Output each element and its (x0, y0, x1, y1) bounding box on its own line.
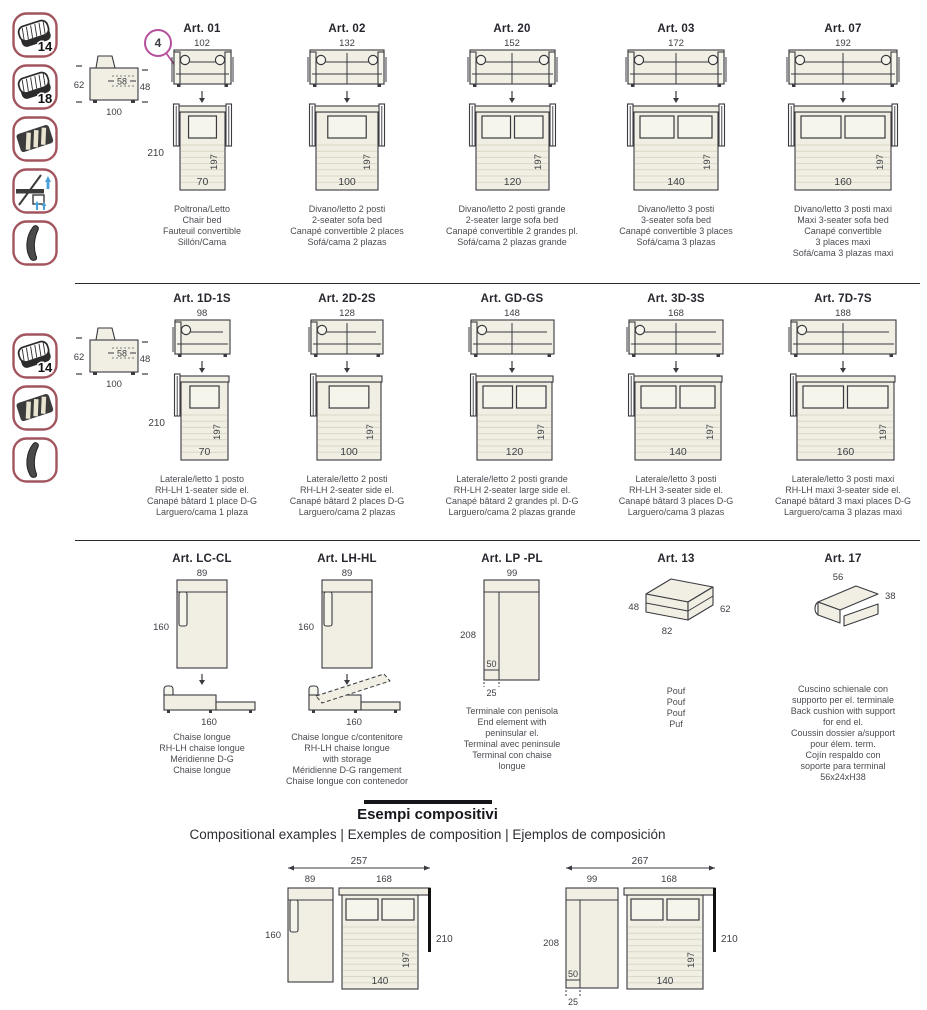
dim-label: 257 (350, 856, 368, 867)
article-diagram (758, 308, 927, 466)
article-desc-line: Sofá/cama 3 plazas maxi (792, 248, 894, 258)
article-diagram (427, 308, 597, 466)
dim-label: 89 (196, 568, 208, 579)
article-desc-line: RH-LH chaise longue (159, 743, 245, 753)
article-desc-line: Chaise longue con contenedor (285, 776, 409, 786)
article-title: Art. GD-GS (480, 293, 544, 305)
article-desc-line: with storage (322, 754, 372, 764)
article-card (427, 292, 597, 518)
article-card (758, 22, 927, 259)
article-desc-line: Back cushion with support (790, 706, 896, 716)
article-card (427, 22, 597, 248)
article-desc-line: Sofá/cama 2 plazas (307, 237, 387, 247)
article-description (591, 204, 761, 248)
dim-label: 25 (567, 997, 579, 1007)
article-title: Art. 2D-2S (318, 293, 376, 305)
dim-label: 70 (196, 176, 209, 188)
article-desc-line: Méridienne D-G (170, 754, 234, 764)
article-card (427, 552, 597, 772)
article-title: Art. 17 (824, 553, 862, 565)
article-description (758, 474, 927, 518)
slatted-base-icon (12, 385, 58, 431)
article-desc-line: Laterale/letto 3 posti maxi (791, 474, 895, 484)
dim-label: 120 (503, 176, 522, 188)
dim-label: 89 (304, 874, 316, 885)
dim-label: 168 (668, 308, 684, 319)
article-diagram (427, 38, 597, 196)
article-desc-line: Divano/letto 2 posti (308, 204, 386, 214)
dim-label: 160 (346, 717, 362, 728)
dim-label: 197 (362, 154, 373, 170)
article-desc-line: for end el. (822, 717, 864, 727)
article-description (427, 204, 597, 248)
dim-label: 100 (106, 107, 122, 118)
article-card (591, 292, 761, 518)
dim-label: 99 (506, 568, 518, 579)
article-description (758, 684, 927, 783)
article-desc-line: End element with (477, 717, 547, 727)
article-diagram (427, 568, 597, 700)
dim-label: 58 (116, 76, 128, 87)
article-desc-line: RH-LH 1-seater side el. (154, 485, 250, 495)
article-desc-line: Pouf (666, 686, 686, 696)
dim-label: 48 (628, 602, 639, 613)
article-desc-line: RH-LH chaise longue (304, 743, 390, 753)
article-desc-line: Cojín respaldo con (805, 750, 881, 760)
article-diagram (591, 568, 761, 644)
dim-label: 140 (656, 976, 674, 987)
article-card (758, 552, 927, 783)
article-desc-line: Divano/letto 2 posti grande (458, 204, 566, 214)
dim-label: 160 (834, 176, 852, 188)
article-title: Art. 7D-7S (814, 293, 872, 305)
article-desc-line: Pouf (666, 697, 686, 707)
dim-label: 197 (533, 154, 544, 170)
article-desc-line: Canapé bâtard 2 places D-G (289, 496, 405, 506)
article-desc-line: Puf (669, 719, 683, 729)
article-description (427, 474, 597, 518)
article-desc-line: RH-LH 2-seater side el. (299, 485, 395, 495)
dim-label: 48 (139, 82, 151, 93)
dim-label: 168 (376, 874, 392, 885)
article-card (262, 552, 432, 787)
article-desc-line: Terminal con chaise (472, 750, 552, 760)
article-diagram (591, 38, 761, 196)
dim-label: 38 (885, 591, 896, 602)
dim-label: 210 (147, 148, 164, 159)
article-desc-line: Larguero/cama 2 plazas grande (448, 507, 576, 517)
article-desc-line: Cuscino schienale con (797, 684, 889, 694)
mattress-18-icon (12, 64, 58, 110)
article-card (591, 22, 761, 248)
article-card (758, 292, 927, 518)
dim-label: 62 (73, 80, 85, 91)
article-desc-line: RH-LH 3-seater side el. (628, 485, 724, 495)
article-description (591, 474, 761, 518)
article-diagram (262, 38, 432, 196)
composition-example-1 (265, 856, 483, 998)
dim-label: 132 (339, 38, 355, 49)
article-title: Art. 1D-1S (173, 293, 231, 305)
article-desc-line: Canapé convertible 2 places (290, 226, 404, 236)
handle-icon (12, 437, 58, 483)
dim-label: 14 (37, 360, 53, 375)
article-diagram (758, 568, 927, 654)
article-desc-line: RH-LH maxi 3-seater side el. (785, 485, 901, 495)
article-desc-line: Laterale/letto 2 posti grande (456, 474, 568, 484)
slatted-base-icon (12, 116, 58, 162)
article-desc-line: Larguero/cama 3 plazas maxi (783, 507, 903, 517)
article-desc-line: 3 places maxi (815, 237, 871, 247)
article-desc-line: Divano/letto 3 posti maxi (793, 204, 893, 214)
dim-label: 14 (37, 39, 53, 54)
article-desc-line: soporte para terminal (800, 761, 886, 771)
article-desc-line: 56x24xH38 (820, 772, 866, 782)
dim-label: 100 (340, 446, 358, 458)
article-description (262, 732, 432, 787)
article-desc-line: Poltrona/Letto (173, 204, 231, 214)
article-diagram (758, 38, 927, 196)
article-description (427, 706, 597, 772)
article-diagram (262, 308, 432, 466)
dim-label: 208 (543, 938, 559, 949)
dim-label: 25 (486, 688, 497, 698)
dim-label: 56 (832, 572, 844, 583)
dim-label: 100 (338, 176, 356, 188)
article-description (262, 474, 432, 518)
dim-label: 160 (265, 930, 281, 941)
article-diagram (262, 568, 432, 728)
article-desc-line: Laterale/letto 1 posto (159, 474, 245, 484)
article-desc-line: Chair bed (182, 215, 222, 225)
mattress-14-icon (12, 12, 58, 58)
article-title: Art. 13 (657, 553, 695, 565)
article-card (262, 22, 432, 248)
dim-label: 208 (460, 630, 476, 641)
article-desc-line: Fauteuil convertible (162, 226, 242, 236)
article-description (262, 204, 432, 248)
article-desc-line: Canapé bâtard 2 grandes pl. D-G (445, 496, 579, 506)
dim-label: 140 (669, 446, 687, 458)
article-desc-line: Chaise longue c/contenitore (291, 732, 403, 742)
dim-label: 197 (705, 424, 716, 440)
dim-label: 160 (201, 717, 217, 728)
dim-label: 70 (198, 446, 211, 458)
article-title: Art. LC-CL (172, 553, 232, 565)
article-desc-line: Maxi 3-seater sofa bed (797, 215, 889, 225)
dim-label: 152 (504, 38, 520, 49)
article-title: Art. LH-HL (317, 553, 377, 565)
article-title: Art. 3D-3S (647, 293, 705, 305)
article-diagram (591, 308, 761, 466)
dim-label: 148 (504, 308, 520, 319)
article-description (591, 686, 761, 730)
section-divider-1 (75, 283, 920, 284)
composition-example-2 (543, 856, 766, 1010)
dim-label: 18 (37, 91, 53, 106)
article-desc-line: Canapé bâtard 1 place D-G (146, 496, 258, 506)
dim-label: 102 (194, 38, 210, 49)
article-desc-line: 2-seater large sofa bed (465, 215, 559, 225)
dim-label: 140 (667, 176, 685, 188)
article-desc-line: Larguero/cama 3 plazas (627, 507, 725, 517)
article-title: Art. 20 (493, 23, 531, 35)
dim-label: 197 (875, 154, 886, 170)
dim-label: 172 (668, 38, 684, 49)
dim-label: 48 (139, 354, 151, 365)
dim-label: 197 (536, 424, 547, 440)
dim-label: 140 (371, 976, 389, 987)
examples-heading-bar (364, 800, 492, 804)
article-desc-line: Pouf (666, 708, 686, 718)
dim-label: 197 (401, 952, 412, 968)
dim-label: 197 (212, 424, 223, 440)
section-divider-2 (75, 540, 920, 541)
article-desc-line: Canapé convertible 2 grandes pl. (445, 226, 579, 236)
article-desc-line: Larguero/cama 2 plazas (298, 507, 396, 517)
dim-label: 99 (586, 874, 598, 885)
article-desc-line: Larguero/cama 1 plaza (155, 507, 249, 517)
article-desc-line: Terminale con penisola (465, 706, 559, 716)
dim-label: 89 (341, 568, 353, 579)
article-desc-line: peninsular el. (485, 728, 539, 738)
article-desc-line: 2-seater sofa bed (311, 215, 383, 225)
dim-label: 210 (436, 934, 453, 945)
dim-label: 50 (486, 659, 497, 669)
examples-title: Esempi compositivi (357, 806, 498, 823)
article-description (758, 204, 927, 259)
article-desc-line: Canapé convertible (804, 226, 882, 236)
mattress-14-icon (12, 333, 58, 379)
article-title: Art. 03 (657, 23, 695, 35)
dim-label: 210 (148, 418, 165, 429)
dim-label: 197 (878, 424, 889, 440)
dim-label: 82 (661, 626, 673, 637)
dim-label: 160 (153, 622, 169, 633)
article-desc-line: Coussin dossier a/support (790, 728, 896, 738)
dim-label: 4 (154, 36, 162, 50)
dim-label: 168 (661, 874, 677, 885)
article-title: Art. 02 (328, 23, 366, 35)
article-title: Art. LP -PL (481, 553, 543, 565)
article-desc-line: Terminal avec peninsule (463, 739, 561, 749)
article-desc-line: Canapé convertible 3 places (619, 226, 733, 236)
dim-label: 62 (720, 604, 731, 615)
dim-label: 98 (196, 308, 208, 319)
article-desc-line: RH-LH 2-seater large side el. (453, 485, 571, 495)
dim-label: 197 (702, 154, 713, 170)
dim-label: 267 (631, 856, 649, 867)
article-card (262, 292, 432, 518)
dim-label: 197 (365, 424, 376, 440)
dim-label: 58 (116, 348, 128, 359)
article-title: Art. 07 (824, 23, 862, 35)
article-desc-line: Canapé bâtard 3 maxi places D-G (774, 496, 912, 506)
dim-label: 128 (339, 308, 355, 319)
article-desc-line: pour élem. term. (810, 739, 876, 749)
dim-label: 160 (298, 622, 314, 633)
article-desc-line: 3-seater sofa bed (640, 215, 712, 225)
dim-label: 120 (505, 446, 524, 458)
dim-label: 62 (73, 352, 85, 363)
article-desc-line: Chaise longue (173, 732, 231, 742)
article-desc-line: Sofá/cama 3 plazas (636, 237, 716, 247)
dim-label: 100 (106, 379, 122, 390)
dim-label: 197 (686, 952, 697, 968)
article-desc-line: Laterale/letto 2 posti (306, 474, 388, 484)
article-desc-line: Divano/letto 3 posti (637, 204, 715, 214)
article-desc-line: Sillón/Cama (177, 237, 227, 247)
article-desc-line: Canapé bâtard 3 places D-G (618, 496, 734, 506)
article-card (591, 552, 761, 730)
article-desc-line: Sofá/cama 2 plazas grande (457, 237, 567, 247)
article-desc-line: Méridienne D-G rangement (292, 765, 402, 775)
article-desc-line: Laterale/letto 3 posti (635, 474, 717, 484)
article-title: Art. 01 (183, 23, 221, 35)
dim-label: 160 (836, 446, 855, 458)
article-desc-line: Chaise longue (173, 765, 231, 775)
article-desc-line: supporto per el. terminale (791, 695, 895, 705)
dim-label: 192 (835, 38, 851, 49)
handle-icon (12, 220, 58, 266)
article-desc-line: longue (498, 761, 526, 771)
examples-subtitle: Compositional examples | Exemples de composition | Ejemplos de composición (189, 827, 666, 842)
dim-label: 188 (835, 308, 851, 319)
dim-label: 197 (209, 154, 220, 170)
dim-label: 50 (567, 969, 579, 979)
dim-label: 210 (721, 934, 738, 945)
lift-mechanism-icon (12, 168, 58, 214)
